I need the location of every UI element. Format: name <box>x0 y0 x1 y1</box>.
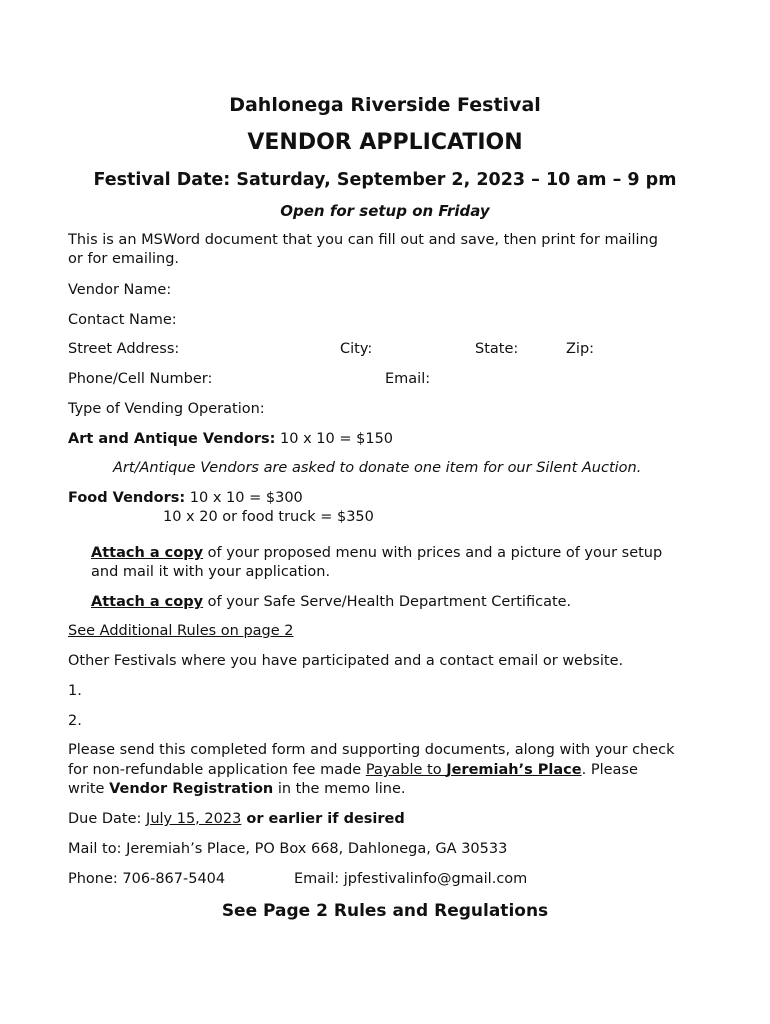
additional-rules-link[interactable]: See Additional Rules on page 2 <box>68 623 294 639</box>
contact-phone: Phone: 706-867-5404 <box>68 871 226 887</box>
attach-menu-text: of your proposed menu with prices and a picture of your setup <box>203 545 663 561</box>
due-date-line <box>68 810 405 829</box>
setup-note: Open for setup on Friday <box>280 202 490 220</box>
food-vendors-price-2: 10 x 20 or food truck = $350 <box>163 509 374 525</box>
instructions-write: write <box>68 781 110 797</box>
attach-certificate-text: of your Safe Serve/Health Department Certificate. <box>203 594 572 610</box>
street-address-label: Street Address: <box>68 341 180 357</box>
food-vendors-label: Food Vendors: <box>68 490 186 506</box>
attach-menu-line-2: and mail it with your application. <box>91 564 331 580</box>
payee-name: Jeremiah’s Place <box>446 762 582 778</box>
instructions-payable-prefix: for non-refundable application fee made <box>68 762 366 778</box>
vendor-name-label: Vendor Name: <box>68 282 172 298</box>
attach-copy-menu: Attach a copy <box>91 545 204 561</box>
attach-certificate-line <box>91 593 571 612</box>
memo-text: Vendor Registration <box>109 781 274 797</box>
contact-name-label: Contact Name: <box>68 312 177 328</box>
other-festival-item-1: 1. <box>68 683 82 699</box>
payable-to-text <box>366 762 582 778</box>
intro-line-1: This is an MSWord document that you can fill out and save, then print for mailing <box>68 232 658 248</box>
art-vendors-label: Art and Antique Vendors: <box>68 431 276 447</box>
instructions-line-3 <box>68 780 406 799</box>
due-date-value: July 15, 2023 <box>146 811 242 827</box>
art-vendors-price: 10 x 10 = $150 <box>275 431 394 447</box>
art-vendors-note: Art/Antique Vendors are asked to donate one item for our Silent Auction. <box>113 460 642 476</box>
city-label: City: <box>340 341 373 357</box>
attach-menu-line <box>91 544 662 563</box>
other-festival-item-2: 2. <box>68 713 82 729</box>
attach-copy-certificate: Attach a copy <box>91 594 204 610</box>
contact-email: Email: jpfestivalinfo@gmail.com <box>294 871 528 887</box>
phone-label: Phone/Cell Number: <box>68 371 213 387</box>
festival-name: Dahlonega Riverside Festival <box>229 94 541 116</box>
instructions-line-1: Please send this completed form and supporting documents, along with your check <box>68 742 675 758</box>
footer-rules-title: See Page 2 Rules and Regulations <box>221 901 549 921</box>
instructions-please: . Please <box>581 762 638 778</box>
other-festivals-prompt: Other Festivals where you have participated and a contact email or website. <box>68 653 624 669</box>
festival-date: Festival Date: Saturday, September 2, 2023 – 10 am – 9 pm <box>93 170 677 190</box>
intro-line-2: or for emailing. <box>68 251 180 267</box>
document-title: VENDOR APPLICATION <box>247 130 523 155</box>
art-vendors-line <box>68 430 393 449</box>
due-date-note: or earlier if desired <box>241 811 405 827</box>
state-label: State: <box>475 341 519 357</box>
mail-to-address: Mail to: Jeremiah’s Place, PO Box 668, Dahlonega, GA 30533 <box>68 841 508 857</box>
vending-type-label: Type of Vending Operation: <box>68 401 265 417</box>
email-label: Email: <box>385 371 431 387</box>
food-vendors-line <box>68 489 303 508</box>
due-date-label: Due Date: <box>68 811 147 827</box>
zip-label: Zip: <box>566 341 595 357</box>
instructions-memo-line: in the memo line. <box>273 781 406 797</box>
payable-to-label: Payable to <box>365 762 447 778</box>
instructions-line-2 <box>68 761 638 780</box>
food-vendors-price-1: 10 x 10 = $300 <box>185 490 303 506</box>
